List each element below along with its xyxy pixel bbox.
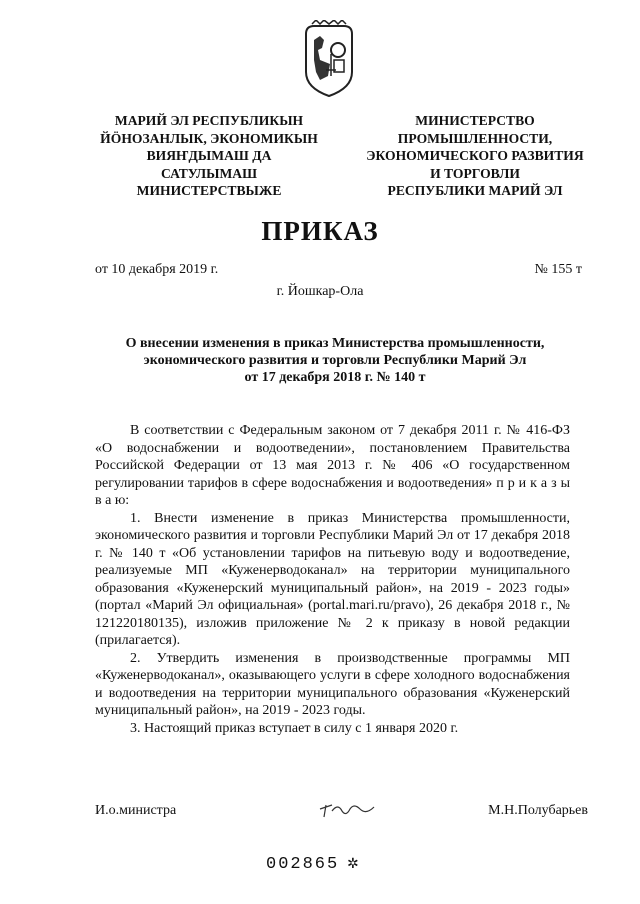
header-left-mari xyxy=(100,112,318,200)
serial-number: 002865 xyxy=(266,855,340,874)
header-left-line: ЙÖНОЗАНЛЫК, ЭКОНОМИКЫН xyxy=(100,130,318,146)
signatory-name: М.Н.Полубарьев xyxy=(488,803,588,818)
header-left-line: МАРИЙ ЭЛ РЕСПУБЛИКЫН xyxy=(114,113,304,128)
header-left-line: МИНИСТЕРСТВЫЖЕ xyxy=(136,183,282,198)
body-paragraph: 1. Внести изменение в приказ Министерства промышленности, экономического развития и торговли Республики Марий Эл от 17 декабря 2018 г. № 140 т «Об установлении тарифов на питьевую воду и водоотведение, реализуемые МП «Куженерводоканал» на территории муниципального образования «Куженерский муниципальный район», на 2019 - 2023 годы» (портал «Марий Эл официальная» (portal.mari.ru/pravo), 26 декабря 2018 г., № 121220180135), изложив приложение № 2 к приказу в новой редакции (прилагается). xyxy=(95,510,570,648)
order-body xyxy=(95,422,570,737)
serial-mark-icon: ✲ xyxy=(347,857,359,872)
coat-of-arms-emblem xyxy=(300,20,358,100)
order-date: от 10 декабря 2019 г. xyxy=(95,262,219,277)
body-paragraph: В соответствии с Федеральным законом от 7 декабря 2011 г. № 416-ФЗ «О водоснабжении и водоотведении», постановлением Правительства Российской Федерации от 13 мая 2013 г. № 406 «О государственном регулировании тарифов в сфере водоснабжения и водоотведения» п р и к а з ы в а ю: xyxy=(95,423,570,508)
subject-line: О внесении изменения в приказ Министерства промышленности, xyxy=(125,336,545,351)
order-number: № 155 т xyxy=(534,262,582,277)
subject-line: от 17 декабря 2018 г. № 140 т xyxy=(244,370,426,385)
body-paragraph: 3. Настоящий приказ вступает в силу с 1 января 2020 г. xyxy=(130,720,459,736)
header-right-line: РЕСПУБЛИКИ МАРИЙ ЭЛ xyxy=(387,183,563,198)
header-right-russian xyxy=(355,112,595,200)
order-subject xyxy=(95,335,575,386)
document-title: ПРИКАЗ xyxy=(261,216,379,246)
header-left-line: САТУЛЫМАШ xyxy=(160,165,258,181)
header-right-line: ПРОМЫШЛЕННОСТИ, xyxy=(397,130,553,146)
subject-line: экономического развития и торговли Республики Марий Эл xyxy=(143,353,527,368)
header-right-line: И ТОРГОВЛИ xyxy=(430,165,520,181)
header-left-line: ВИЯҤДЫМАШ ДА xyxy=(146,148,272,163)
order-city: г. Йошкар-Ола xyxy=(276,284,364,299)
header-right-line: ЭКОНОМИЧЕСКОГО РАЗВИТИЯ xyxy=(366,148,584,163)
signatory-position: И.о.министра xyxy=(95,803,177,818)
header-right-line: МИНИСТЕРСТВО xyxy=(415,113,535,128)
body-paragraph: 2. Утвердить изменения в производственные программы МП «Куженерводоканал», оказывающего услуги в сфере холодного водоснабжения и водоотведения на территории муниципального образования «Куженерский муниципальный район», на 2019 - 2023 годы. xyxy=(95,650,570,718)
handwritten-signature xyxy=(318,797,376,821)
